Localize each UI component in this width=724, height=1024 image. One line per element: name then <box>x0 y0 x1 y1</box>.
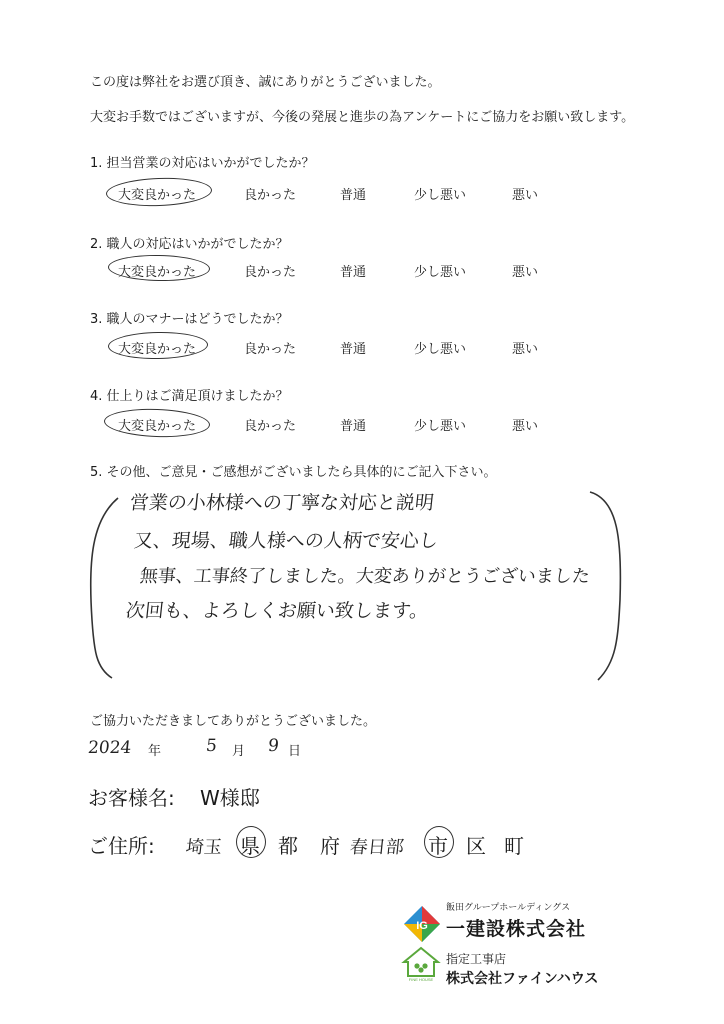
comment-line-4: 次回も、よろしくお願い致します。 <box>124 600 430 622</box>
question-3-label: 3. 職人のマナーはどうでしたか？ <box>90 312 289 327</box>
option-normal: 普通 <box>340 419 367 434</box>
comment-line-3: 無事、工事終了しました。大変ありがとうございました <box>138 566 591 587</box>
option-slightly-bad: 少し悪い <box>414 419 467 434</box>
company-name: 一建設株式会社 <box>446 918 587 940</box>
date-year-label: 年 <box>148 744 162 759</box>
question-5-label: 5. その他、ご意見・ご感想がございましたら具体的にご記入下さい。 <box>90 465 497 480</box>
option-normal: 普通 <box>340 342 367 357</box>
question-2-label: 2. 職人の対応はいかがでしたか？ <box>90 237 289 252</box>
closing-text: ご協力いただきましてありがとうございました。 <box>90 714 377 729</box>
option-good: 良かった <box>244 188 297 203</box>
customer-label: お客様名: <box>88 786 175 810</box>
customer-name: W様邸 <box>200 786 260 810</box>
house-logo-icon <box>402 946 440 982</box>
option-bad: 悪い <box>512 342 539 357</box>
option-very-good: 大変良かった <box>118 419 197 434</box>
address-machi: 町 <box>504 834 524 858</box>
address-prefecture: 埼玉 <box>184 837 223 858</box>
option-bad: 悪い <box>512 188 539 203</box>
option-good: 良かった <box>244 419 297 434</box>
option-slightly-bad: 少し悪い <box>414 342 467 357</box>
comment-line-2: 又、現場、職人様への人柄で安心し <box>132 530 440 552</box>
option-very-good: 大変良かった <box>118 188 197 203</box>
address-ku: 区 <box>466 834 486 858</box>
intro-line-1: この度は弊社をお選び頂き、誠にありがとうございました。 <box>90 75 441 90</box>
option-slightly-bad: 少し悪い <box>414 188 467 203</box>
address-shi: 市 <box>428 834 448 858</box>
option-slightly-bad: 少し悪い <box>414 265 467 280</box>
comment-line-1: 営業の小林様への丁寧な対応と説明 <box>128 492 436 514</box>
option-normal: 普通 <box>340 265 367 280</box>
option-very-good: 大変良かった <box>118 265 197 280</box>
date-day: 9 <box>266 736 280 756</box>
shi-selection-circle <box>424 826 454 858</box>
question-1-label: 1. 担当営業の対応はいかがでしたか？ <box>90 156 315 171</box>
ig-logo-text: IG <box>416 920 428 932</box>
address-city: 春日部 <box>348 837 405 858</box>
group-name: 飯田グループホールディングス <box>446 903 571 913</box>
address-fu: 府 <box>320 834 340 858</box>
date-year: 2024 <box>86 738 133 758</box>
date-day-label: 日 <box>288 744 302 759</box>
option-good: 良かった <box>244 342 297 357</box>
finehouse-company-name: 株式会社ファインハウス <box>446 971 599 987</box>
option-normal: 普通 <box>340 188 367 203</box>
ig-logo-icon <box>404 906 440 942</box>
option-bad: 悪い <box>512 265 539 280</box>
designated-label: 指定工事店 <box>446 952 507 966</box>
address-label: ご住所: <box>88 834 155 858</box>
intro-line-2: 大変お手数ではございますが、今後の発展と進歩の為アンケートにご協力をお願い致します。 <box>90 110 635 125</box>
ken-selection-circle <box>236 826 266 858</box>
question-4-label: 4. 仕上りはご満足頂けましたか？ <box>90 389 289 404</box>
date-month: 5 <box>204 736 218 756</box>
fine-house-mark: FINE HOUSE <box>408 977 434 982</box>
option-good: 良かった <box>244 265 297 280</box>
address-ken: 県 <box>240 834 260 858</box>
date-month-label: 月 <box>232 744 246 759</box>
option-very-good: 大変良かった <box>118 342 197 357</box>
option-bad: 悪い <box>512 419 539 434</box>
address-to: 都 <box>278 834 298 858</box>
